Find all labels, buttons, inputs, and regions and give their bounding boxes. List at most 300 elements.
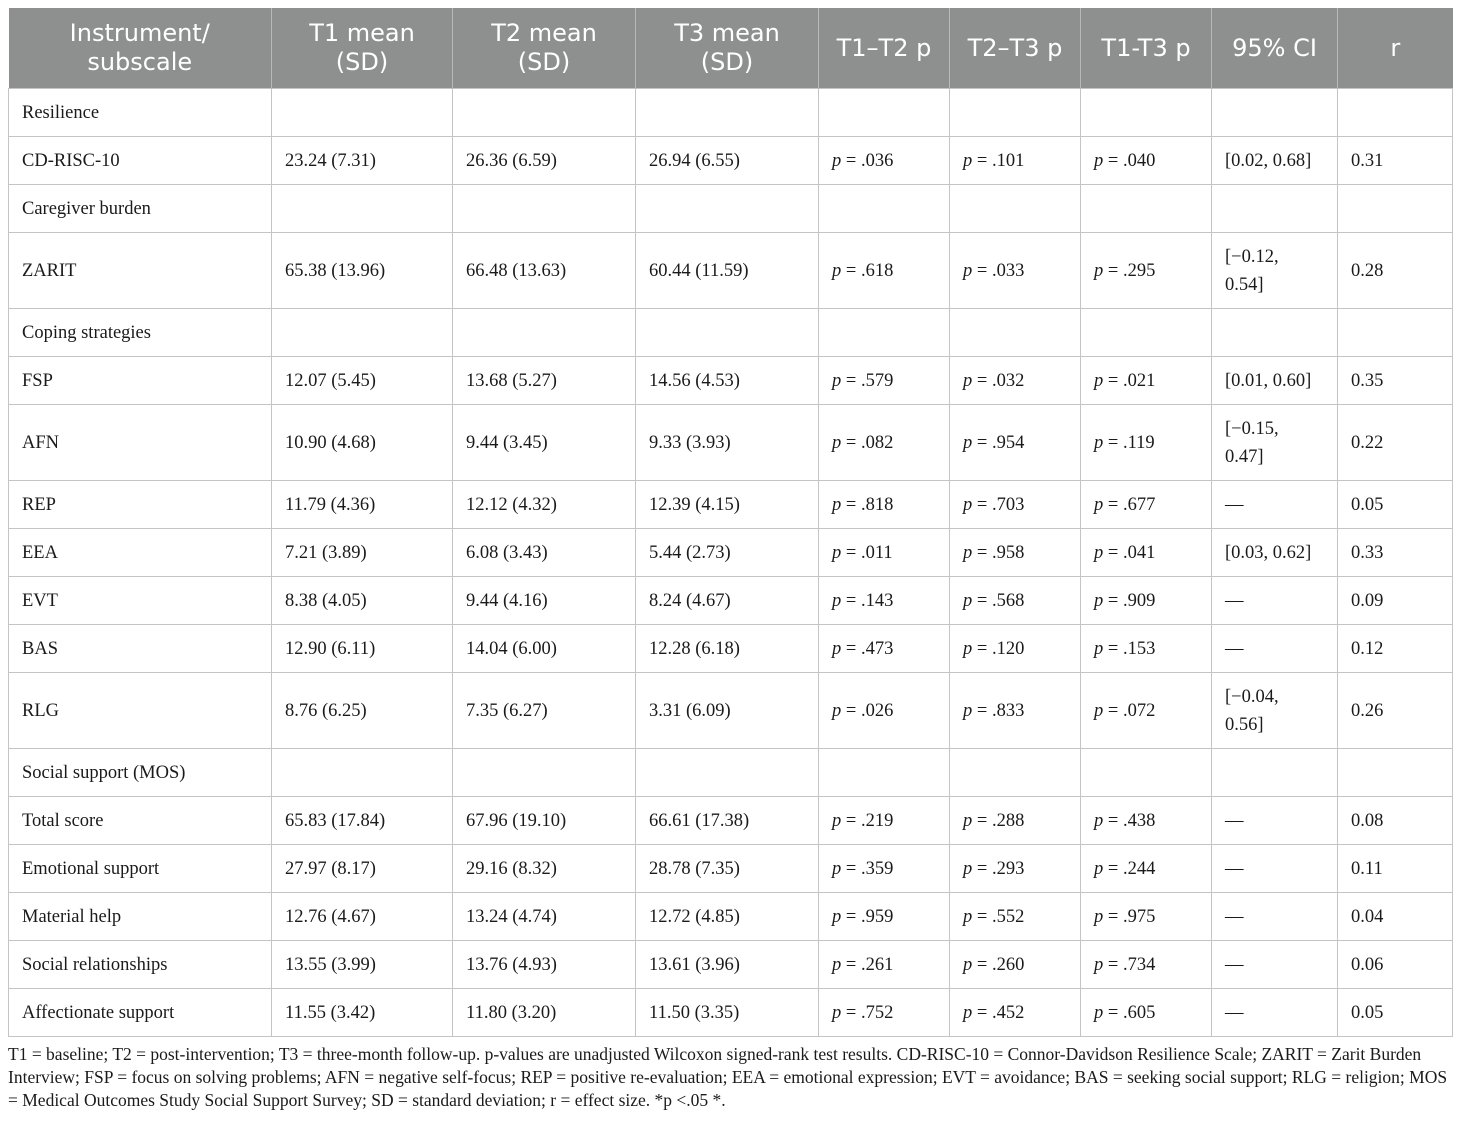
- section-label: Coping strategies: [9, 309, 272, 357]
- t3-mean-cell: 66.61 (17.38): [636, 797, 819, 845]
- p-operator: =: [972, 590, 992, 611]
- instrument-cell: BAS: [9, 625, 272, 673]
- ci-cell: [−0.04, 0.56]: [1212, 673, 1338, 749]
- ci-cell: [−0.15, 0.47]: [1212, 405, 1338, 481]
- p-value: .954: [991, 432, 1025, 453]
- p-operator: =: [972, 1002, 992, 1023]
- table-row: [9, 989, 1453, 1037]
- p-value: .833: [991, 700, 1025, 721]
- p23-cell: [950, 529, 1081, 577]
- p-value: .605: [1122, 1002, 1156, 1023]
- empty-cell: [453, 749, 636, 797]
- empty-cell: [1212, 749, 1338, 797]
- p-operator: =: [1103, 432, 1123, 453]
- p-symbol: p: [1094, 590, 1104, 611]
- t3-mean-cell: 3.31 (6.09): [636, 673, 819, 749]
- t3-mean-cell: 9.33 (3.93): [636, 405, 819, 481]
- ci-cell: [−0.12, 0.54]: [1212, 233, 1338, 309]
- t1-mean-cell: 8.38 (4.05): [272, 577, 453, 625]
- t3-mean-cell: 12.72 (4.85): [636, 893, 819, 941]
- p-value: .579: [860, 370, 894, 391]
- table-row: [9, 941, 1453, 989]
- instrument-cell: CD-RISC-10: [9, 137, 272, 185]
- header-95-ci-label: 95% CI: [1232, 33, 1317, 62]
- p13-cell: [1081, 941, 1212, 989]
- p-symbol: p: [963, 150, 973, 171]
- p-value: .244: [1122, 858, 1156, 879]
- p-operator: =: [1103, 906, 1123, 927]
- t1-mean-cell: 65.83 (17.84): [272, 797, 453, 845]
- header-r-label: r: [1390, 33, 1401, 62]
- p-operator: =: [972, 810, 992, 831]
- empty-cell: [636, 309, 819, 357]
- section-row: [9, 89, 1453, 137]
- p-operator: =: [972, 906, 992, 927]
- p-value: .153: [1122, 638, 1156, 659]
- p-value: .033: [991, 260, 1025, 281]
- p-symbol: p: [1094, 542, 1104, 563]
- p-symbol: p: [1094, 370, 1104, 391]
- table-row: [9, 893, 1453, 941]
- empty-cell: [453, 309, 636, 357]
- p23-cell: [950, 625, 1081, 673]
- p-symbol: p: [832, 370, 842, 391]
- ci-cell: —: [1212, 481, 1338, 529]
- p-operator: =: [841, 810, 861, 831]
- empty-cell: [1081, 749, 1212, 797]
- ci-cell: —: [1212, 989, 1338, 1037]
- empty-cell: [272, 185, 453, 233]
- p-value: .260: [991, 954, 1025, 975]
- table-footnote: T1 = baseline; T2 = post-intervention; T3 = three-month follow-up. p-values are unadjusted Wilcoxon signed-rank test results. CD-RISC-10 = Connor-Davidson Resilience Scale; ZARIT = Zarit Burden Interview; FSP = focus on solving problems; AFN = negative self-focus; REP = positive re-evaluation; EEA = emotional expression; EVT = avoidance; BAS = seeking social support; RLG = religion; MOS = Medical Outcomes Study Social Support Survey; SD = standard deviation; r = effect size. *p <.05 *.: [8, 1044, 1448, 1110]
- section-row: [9, 185, 1453, 233]
- t2-mean-cell: 67.96 (19.10): [453, 797, 636, 845]
- empty-cell: [950, 749, 1081, 797]
- effect-size-cell: 0.11: [1338, 845, 1453, 893]
- p-operator: =: [841, 906, 861, 927]
- p-operator: =: [972, 638, 992, 659]
- p-symbol: p: [832, 494, 842, 515]
- ci-cell: —: [1212, 941, 1338, 989]
- p-operator: =: [841, 1002, 861, 1023]
- t2-mean-cell: 11.80 (3.20): [453, 989, 636, 1037]
- p-symbol: p: [963, 638, 973, 659]
- p12-cell: [819, 481, 950, 529]
- header-t2-t3-p: [950, 8, 1081, 89]
- p-value: .552: [991, 906, 1025, 927]
- p-value: .072: [1122, 700, 1156, 721]
- empty-cell: [272, 749, 453, 797]
- instrument-cell: Emotional support: [9, 845, 272, 893]
- p-symbol: p: [963, 542, 973, 563]
- ci-cell: [0.02, 0.68]: [1212, 137, 1338, 185]
- p12-cell: [819, 233, 950, 309]
- p23-cell: [950, 893, 1081, 941]
- header-t3-mean-label: T3 mean (SD): [674, 19, 780, 76]
- p12-cell: [819, 625, 950, 673]
- empty-cell: [1338, 749, 1453, 797]
- empty-cell: [819, 309, 950, 357]
- t1-mean-cell: 12.07 (5.45): [272, 357, 453, 405]
- t3-mean-cell: 28.78 (7.35): [636, 845, 819, 893]
- p-value: .026: [860, 700, 894, 721]
- instrument-cell: AFN: [9, 405, 272, 481]
- section-row: [9, 309, 1453, 357]
- p-value: .032: [991, 370, 1025, 391]
- p-operator: =: [841, 638, 861, 659]
- empty-cell: [1212, 185, 1338, 233]
- p-symbol: p: [1094, 858, 1104, 879]
- p-operator: =: [841, 542, 861, 563]
- header-t1-mean-label: T1 mean (SD): [309, 19, 415, 76]
- p-value: .975: [1122, 906, 1156, 927]
- p-value: .288: [991, 810, 1025, 831]
- t3-mean-cell: 11.50 (3.35): [636, 989, 819, 1037]
- p-symbol: p: [1094, 906, 1104, 927]
- p23-cell: [950, 845, 1081, 893]
- t3-mean-cell: 12.39 (4.15): [636, 481, 819, 529]
- t1-mean-cell: 8.76 (6.25): [272, 673, 453, 749]
- p-value: .473: [860, 638, 894, 659]
- p13-cell: [1081, 137, 1212, 185]
- section-row: [9, 749, 1453, 797]
- p12-cell: [819, 941, 950, 989]
- p23-cell: [950, 233, 1081, 309]
- section-label: Caregiver burden: [9, 185, 272, 233]
- p-symbol: p: [963, 432, 973, 453]
- p13-cell: [1081, 625, 1212, 673]
- t2-mean-cell: 29.16 (8.32): [453, 845, 636, 893]
- header-r: [1338, 8, 1453, 89]
- empty-cell: [272, 309, 453, 357]
- t2-mean-cell: 66.48 (13.63): [453, 233, 636, 309]
- p-symbol: p: [832, 954, 842, 975]
- p-value: .452: [991, 1002, 1025, 1023]
- p-operator: =: [841, 700, 861, 721]
- p-symbol: p: [963, 954, 973, 975]
- p12-cell: [819, 529, 950, 577]
- instrument-cell: REP: [9, 481, 272, 529]
- effect-size-cell: 0.22: [1338, 405, 1453, 481]
- p-value: .703: [991, 494, 1025, 515]
- p-operator: =: [1103, 700, 1123, 721]
- p-operator: =: [841, 954, 861, 975]
- empty-cell: [272, 89, 453, 137]
- table-row: [9, 137, 1453, 185]
- t1-mean-cell: 11.79 (4.36): [272, 481, 453, 529]
- instrument-cell: Total score: [9, 797, 272, 845]
- p-operator: =: [1103, 542, 1123, 563]
- table-row: [9, 405, 1453, 481]
- p-operator: =: [1103, 810, 1123, 831]
- p-value: .293: [991, 858, 1025, 879]
- p-value: .143: [860, 590, 894, 611]
- header-row: [9, 8, 1453, 89]
- t2-mean-cell: 7.35 (6.27): [453, 673, 636, 749]
- effect-size-cell: 0.04: [1338, 893, 1453, 941]
- ci-cell: —: [1212, 577, 1338, 625]
- p-symbol: p: [963, 260, 973, 281]
- p-operator: =: [841, 858, 861, 879]
- t2-mean-cell: 12.12 (4.32): [453, 481, 636, 529]
- table-row: [9, 481, 1453, 529]
- p-symbol: p: [1094, 700, 1104, 721]
- table-row: [9, 357, 1453, 405]
- p13-cell: [1081, 845, 1212, 893]
- p-symbol: p: [963, 810, 973, 831]
- header-t1-mean: [272, 8, 453, 89]
- p-symbol: p: [963, 700, 973, 721]
- effect-size-cell: 0.09: [1338, 577, 1453, 625]
- p-symbol: p: [963, 858, 973, 879]
- t2-mean-cell: 9.44 (3.45): [453, 405, 636, 481]
- empty-cell: [636, 185, 819, 233]
- ci-cell: [0.03, 0.62]: [1212, 529, 1338, 577]
- header-t2-mean: [453, 8, 636, 89]
- t1-mean-cell: 11.55 (3.42): [272, 989, 453, 1037]
- p-symbol: p: [963, 494, 973, 515]
- t3-mean-cell: 13.61 (3.96): [636, 941, 819, 989]
- p-value: .734: [1122, 954, 1156, 975]
- p-value: .082: [860, 432, 894, 453]
- empty-cell: [453, 89, 636, 137]
- instrument-cell: ZARIT: [9, 233, 272, 309]
- empty-cell: [636, 749, 819, 797]
- p-operator: =: [972, 700, 992, 721]
- p-operator: =: [1103, 590, 1123, 611]
- p-operator: =: [972, 432, 992, 453]
- p-operator: =: [1103, 638, 1123, 659]
- p-symbol: p: [832, 432, 842, 453]
- p12-cell: [819, 673, 950, 749]
- ci-cell: —: [1212, 625, 1338, 673]
- results-table: [8, 8, 1453, 1037]
- ci-cell: —: [1212, 893, 1338, 941]
- p-value: .818: [860, 494, 894, 515]
- p-operator: =: [1103, 1002, 1123, 1023]
- p-symbol: p: [963, 1002, 973, 1023]
- p-operator: =: [972, 494, 992, 515]
- effect-size-cell: 0.28: [1338, 233, 1453, 309]
- header-t1-t3-p-label: T1-T3 p: [1101, 33, 1191, 62]
- t1-mean-cell: 7.21 (3.89): [272, 529, 453, 577]
- p-value: .359: [860, 858, 894, 879]
- p-symbol: p: [1094, 810, 1104, 831]
- p-symbol: p: [832, 638, 842, 659]
- ci-cell: —: [1212, 845, 1338, 893]
- p-symbol: p: [832, 906, 842, 927]
- effect-size-cell: 0.33: [1338, 529, 1453, 577]
- p12-cell: [819, 893, 950, 941]
- empty-cell: [453, 185, 636, 233]
- empty-cell: [1081, 89, 1212, 137]
- p13-cell: [1081, 529, 1212, 577]
- header-t1-t2-p-label: T1–T2 p: [836, 33, 932, 62]
- p-symbol: p: [963, 370, 973, 391]
- p12-cell: [819, 405, 950, 481]
- t3-mean-cell: 12.28 (6.18): [636, 625, 819, 673]
- p13-cell: [1081, 405, 1212, 481]
- t2-mean-cell: 13.76 (4.93): [453, 941, 636, 989]
- instrument-cell: Affectionate support: [9, 989, 272, 1037]
- p-operator: =: [841, 150, 861, 171]
- t1-mean-cell: 13.55 (3.99): [272, 941, 453, 989]
- p23-cell: [950, 405, 1081, 481]
- p-symbol: p: [1094, 432, 1104, 453]
- header-t2-mean-label: T2 mean (SD): [491, 19, 597, 76]
- p23-cell: [950, 797, 1081, 845]
- p-value: .041: [1122, 542, 1156, 563]
- p-value: .959: [860, 906, 894, 927]
- p12-cell: [819, 845, 950, 893]
- table-row: [9, 529, 1453, 577]
- p23-cell: [950, 137, 1081, 185]
- t1-mean-cell: 27.97 (8.17): [272, 845, 453, 893]
- effect-size-cell: 0.12: [1338, 625, 1453, 673]
- empty-cell: [1212, 309, 1338, 357]
- p13-cell: [1081, 673, 1212, 749]
- header-t1-t2-p: [819, 8, 950, 89]
- p-symbol: p: [963, 906, 973, 927]
- p-operator: =: [841, 370, 861, 391]
- p-value: .119: [1122, 432, 1155, 453]
- effect-size-cell: 0.26: [1338, 673, 1453, 749]
- table-row: [9, 577, 1453, 625]
- header-t3-mean: [636, 8, 819, 89]
- empty-cell: [636, 89, 819, 137]
- instrument-cell: FSP: [9, 357, 272, 405]
- section-label: Social support (MOS): [9, 749, 272, 797]
- instrument-cell: EVT: [9, 577, 272, 625]
- instrument-cell: RLG: [9, 673, 272, 749]
- p-operator: =: [841, 590, 861, 611]
- t3-mean-cell: 26.94 (6.55): [636, 137, 819, 185]
- p-symbol: p: [1094, 1002, 1104, 1023]
- p23-cell: [950, 577, 1081, 625]
- p13-cell: [1081, 481, 1212, 529]
- p-symbol: p: [1094, 494, 1104, 515]
- effect-size-cell: 0.06: [1338, 941, 1453, 989]
- p-value: .036: [860, 150, 894, 171]
- empty-cell: [1338, 309, 1453, 357]
- p-symbol: p: [832, 590, 842, 611]
- p12-cell: [819, 357, 950, 405]
- t1-mean-cell: 12.76 (4.67): [272, 893, 453, 941]
- effect-size-cell: 0.05: [1338, 989, 1453, 1037]
- p-operator: =: [972, 858, 992, 879]
- t2-mean-cell: 9.44 (4.16): [453, 577, 636, 625]
- header-instrument: [9, 8, 272, 89]
- t2-mean-cell: 13.68 (5.27): [453, 357, 636, 405]
- empty-cell: [819, 89, 950, 137]
- p-symbol: p: [1094, 260, 1104, 281]
- p-value: .438: [1122, 810, 1156, 831]
- section-label: Resilience: [9, 89, 272, 137]
- p-value: .295: [1122, 260, 1156, 281]
- p-value: .909: [1122, 590, 1156, 611]
- p13-cell: [1081, 233, 1212, 309]
- t2-mean-cell: 13.24 (4.74): [453, 893, 636, 941]
- p-operator: =: [972, 954, 992, 975]
- empty-cell: [950, 309, 1081, 357]
- t1-mean-cell: 10.90 (4.68): [272, 405, 453, 481]
- p13-cell: [1081, 893, 1212, 941]
- effect-size-cell: 0.05: [1338, 481, 1453, 529]
- header-t2-t3-p-label: T2–T3 p: [967, 33, 1063, 62]
- empty-cell: [950, 89, 1081, 137]
- effect-size-cell: 0.31: [1338, 137, 1453, 185]
- empty-cell: [950, 185, 1081, 233]
- p23-cell: [950, 941, 1081, 989]
- p-operator: =: [972, 260, 992, 281]
- effect-size-cell: 0.08: [1338, 797, 1453, 845]
- p-symbol: p: [1094, 638, 1104, 659]
- header-95-ci: [1212, 8, 1338, 89]
- p-symbol: p: [832, 810, 842, 831]
- t1-mean-cell: 65.38 (13.96): [272, 233, 453, 309]
- t2-mean-cell: 14.04 (6.00): [453, 625, 636, 673]
- table-row: [9, 673, 1453, 749]
- t1-mean-cell: 12.90 (6.11): [272, 625, 453, 673]
- p-symbol: p: [832, 150, 842, 171]
- empty-cell: [1212, 89, 1338, 137]
- p-value: .568: [991, 590, 1025, 611]
- p-operator: =: [1103, 260, 1123, 281]
- p-symbol: p: [832, 858, 842, 879]
- p23-cell: [950, 357, 1081, 405]
- p-operator: =: [841, 494, 861, 515]
- instrument-cell: EEA: [9, 529, 272, 577]
- t3-mean-cell: 14.56 (4.53): [636, 357, 819, 405]
- p-symbol: p: [832, 700, 842, 721]
- table-body: [9, 89, 1453, 1037]
- t3-mean-cell: 5.44 (2.73): [636, 529, 819, 577]
- header-instrument-label: Instrument/ subscale: [69, 19, 210, 76]
- p13-cell: [1081, 797, 1212, 845]
- p-value: .677: [1122, 494, 1156, 515]
- p13-cell: [1081, 357, 1212, 405]
- ci-cell: —: [1212, 797, 1338, 845]
- p-operator: =: [1103, 150, 1123, 171]
- p-operator: =: [1103, 494, 1123, 515]
- p23-cell: [950, 673, 1081, 749]
- p-value: .021: [1122, 370, 1156, 391]
- effect-size-cell: 0.35: [1338, 357, 1453, 405]
- p23-cell: [950, 481, 1081, 529]
- p-operator: =: [972, 542, 992, 563]
- p13-cell: [1081, 577, 1212, 625]
- p-value: .261: [860, 954, 894, 975]
- p-operator: =: [1103, 370, 1123, 391]
- p-symbol: p: [832, 260, 842, 281]
- empty-cell: [1338, 89, 1453, 137]
- table-row: [9, 625, 1453, 673]
- p-value: .120: [991, 638, 1025, 659]
- p12-cell: [819, 137, 950, 185]
- p12-cell: [819, 577, 950, 625]
- instrument-cell: Material help: [9, 893, 272, 941]
- p-operator: =: [1103, 858, 1123, 879]
- empty-cell: [1081, 185, 1212, 233]
- t2-mean-cell: 6.08 (3.43): [453, 529, 636, 577]
- table-row: [9, 845, 1453, 893]
- empty-cell: [819, 749, 950, 797]
- p23-cell: [950, 989, 1081, 1037]
- instrument-cell: Social relationships: [9, 941, 272, 989]
- results-table-container: [8, 8, 1452, 1112]
- p-operator: =: [841, 260, 861, 281]
- p-symbol: p: [832, 542, 842, 563]
